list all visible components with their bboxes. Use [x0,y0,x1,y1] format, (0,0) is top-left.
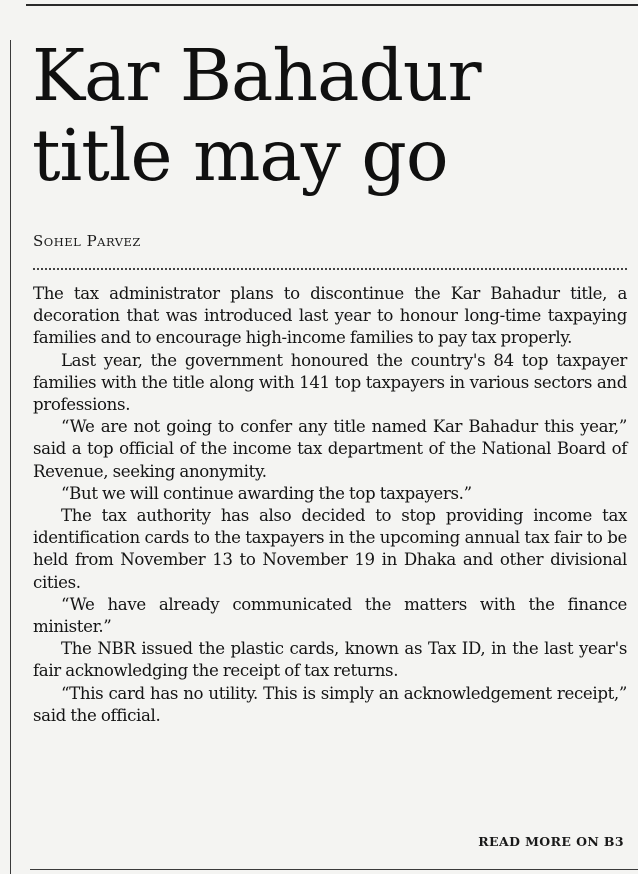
article-body [33,283,627,727]
paragraph: The NBR issued the plastic cards, known as Tax ID, in the last year's fair acknowledging the receipt of tax returns. [33,639,627,681]
paragraph: “We are not going to confer any title named Kar Bahadur this year,” said a top official of the income tax department of the National Board of Revenue, seeking anonymity. [33,417,627,481]
byline-first-initial: S [33,232,44,250]
byline-last-rest: ARVEZ [97,235,141,249]
left-column-rule [10,40,11,874]
paragraph: “This card has no utility. This is simply an acknowledgement receipt,” said the official. [33,683,627,725]
paragraph: The tax authority has also decided to stop providing income tax identification cards to the taxpayers in the upcoming annual tax fair to be held from November 13 to November 19 in Dhaka and other divisional cities. [33,506,627,592]
top-rule [26,4,638,6]
read-more-link[interactable]: READ MORE ON B3 [478,834,624,849]
paragraph: “We have already communicated the matters with the finance minister.” [33,594,627,637]
paragraph: The tax administrator plans to discontinue the Kar Bahadur title, a decoration that was introduced last year to honour long-time taxpaying families and to encourage high-income families to pay tax properly. [33,284,627,348]
byline [33,232,141,250]
paragraph: Last year, the government honoured the country's 84 top taxpayer families with the title along with 141 top taxpayers in various sectors and professions. [33,350,627,415]
byline-first-rest: OHEL [43,235,82,249]
byline-last-initial: P [86,232,98,250]
headline: Kar Bahadur title may go [32,34,481,197]
bottom-rule [30,869,638,870]
paragraph: “But we will continue awarding the top taxpayers.” [61,483,472,503]
dotted-separator [33,268,627,270]
